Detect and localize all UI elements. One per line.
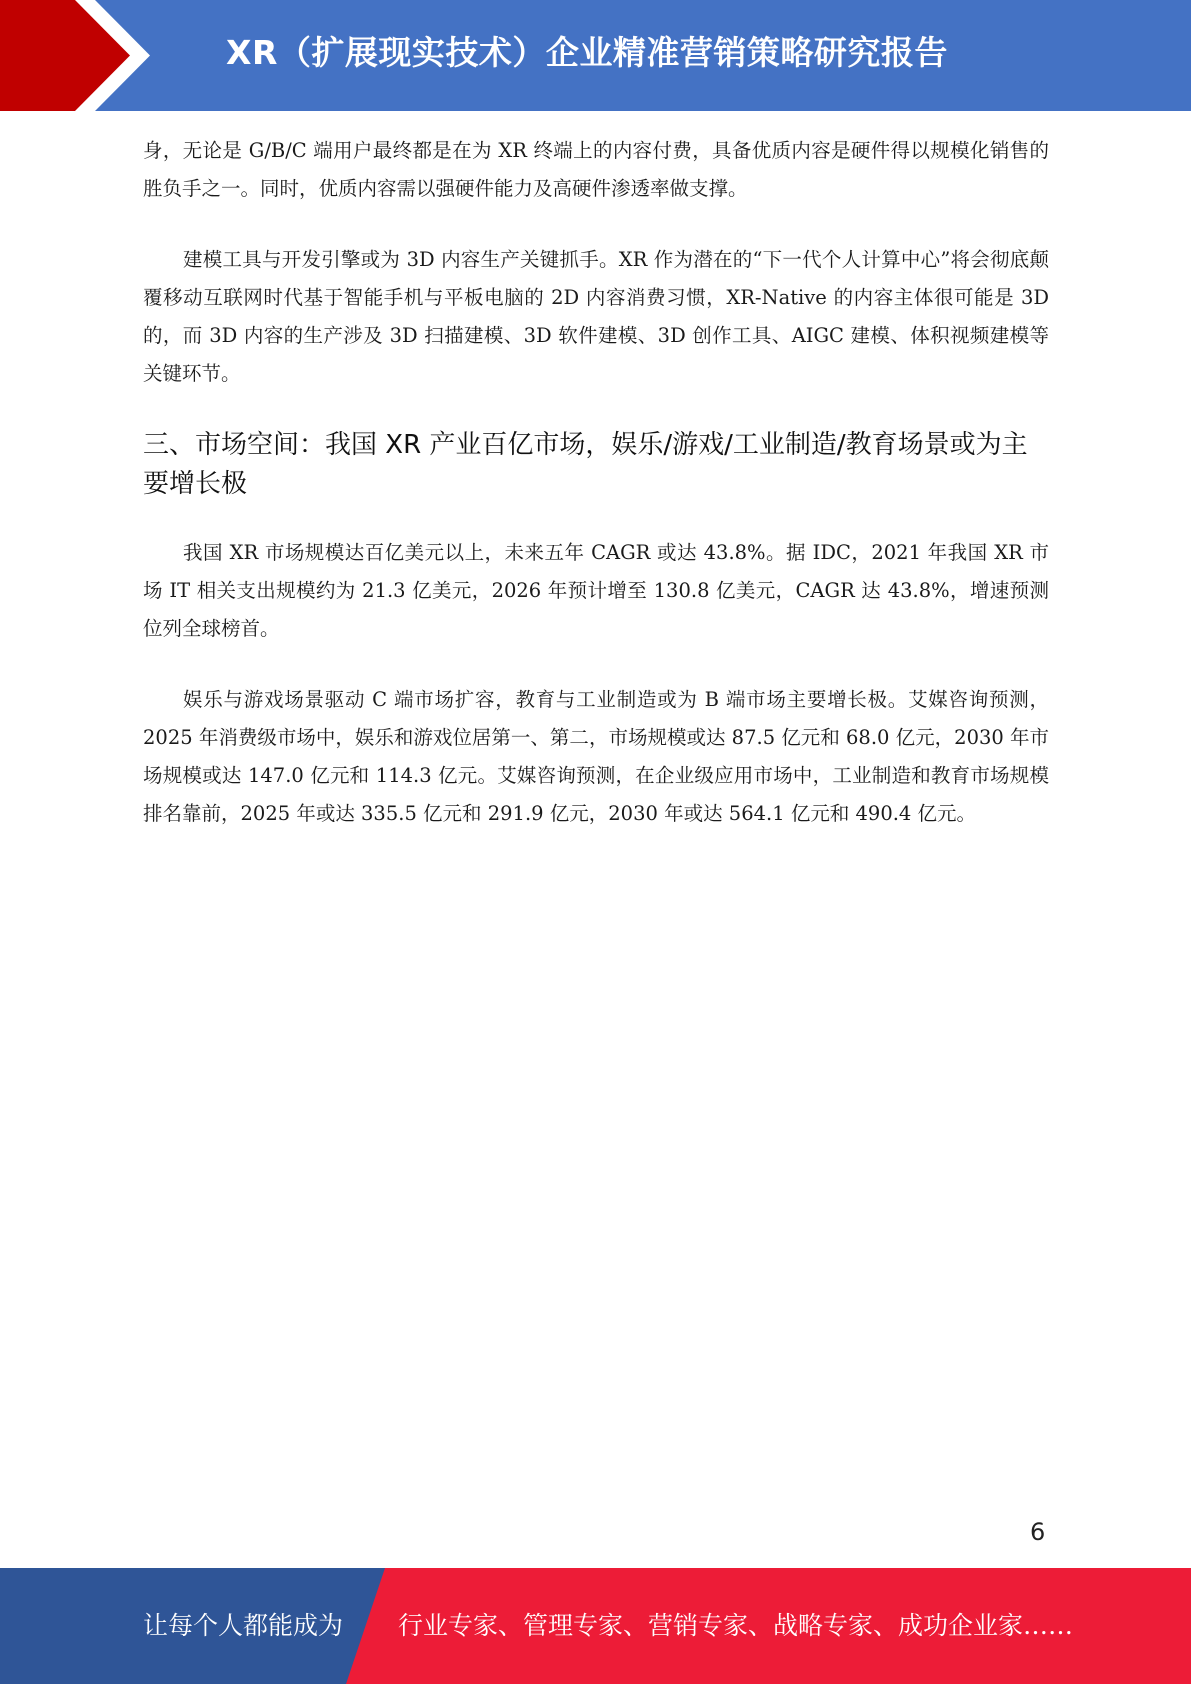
body-paragraph: 我国 XR 市场规模达百亿美元以上，未来五年 CAGR 或达 43.8%。据 IDC，2021 年我国 XR 市场 IT 相关支出规模约为 21.3 亿美元，2026 年预计增至 130.8 亿美元，CAGR 达 43.8%，增速预测位列全球榜首。 (143, 541, 1049, 640)
page-footer (0, 1568, 1191, 1684)
document-title: XR（扩展现实技术）企业精准营销策略研究报告 (226, 33, 948, 72)
footer-slogan-right: 行业专家、管理专家、营销专家、战略专家、成功企业家…… (398, 1611, 1074, 1640)
body-paragraph: 身，无论是 G/B/C 端用户最终都是在为 XR 终端上的内容付费，具备优质内容是硬件得以规模化销售的胜负手之一。同时，优质内容需以强硬件能力及高硬件渗透率做支撑。 (143, 139, 1049, 200)
section-heading: 三、市场空间：我国 XR 产业百亿市场，娱乐/游戏/工业制造/教育场景或为主要增长极 (143, 430, 1028, 499)
body-paragraph: 建模工具与开发引擎或为 3D 内容生产关键抓手。XR 作为潜在的“下一代个人计算中心”将会彻底颠覆移动互联网时代基于智能手机与平板电脑的 2D 内容消费习惯，XR-Native 的内容主体很可能是 3D 的，而 3D 内容的生产涉及 3D 扫描建模、3D 软件建模、3D 创作工具、AIGC 建模、体积视频建模等关键环节。 (143, 248, 1049, 385)
page-number: 6 (1030, 1518, 1046, 1546)
body-paragraph: 娱乐与游戏场景驱动 C 端市场扩容，教育与工业制造或为 B 端市场主要增长极。艾媒咨询预测，2025 年消费级市场中，娱乐和游戏位居第一、第二，市场规模或达 87.5 亿元和 68.0 亿元，2030 年市场规模或达 147.0 亿元和 114.3 亿元。艾媒咨询预测，在企业级应用市场中，工业制造和教育市场规模排名靠前，2025 年或达 335.5 亿元和 291.9 亿元，2030 年或达 564.1 亿元和 490.4 亿元。 (143, 688, 1049, 825)
footer-slogan-left: 让每个人都能成为 (143, 1611, 344, 1640)
page-content (143, 132, 1049, 866)
page-header (0, 0, 1191, 111)
